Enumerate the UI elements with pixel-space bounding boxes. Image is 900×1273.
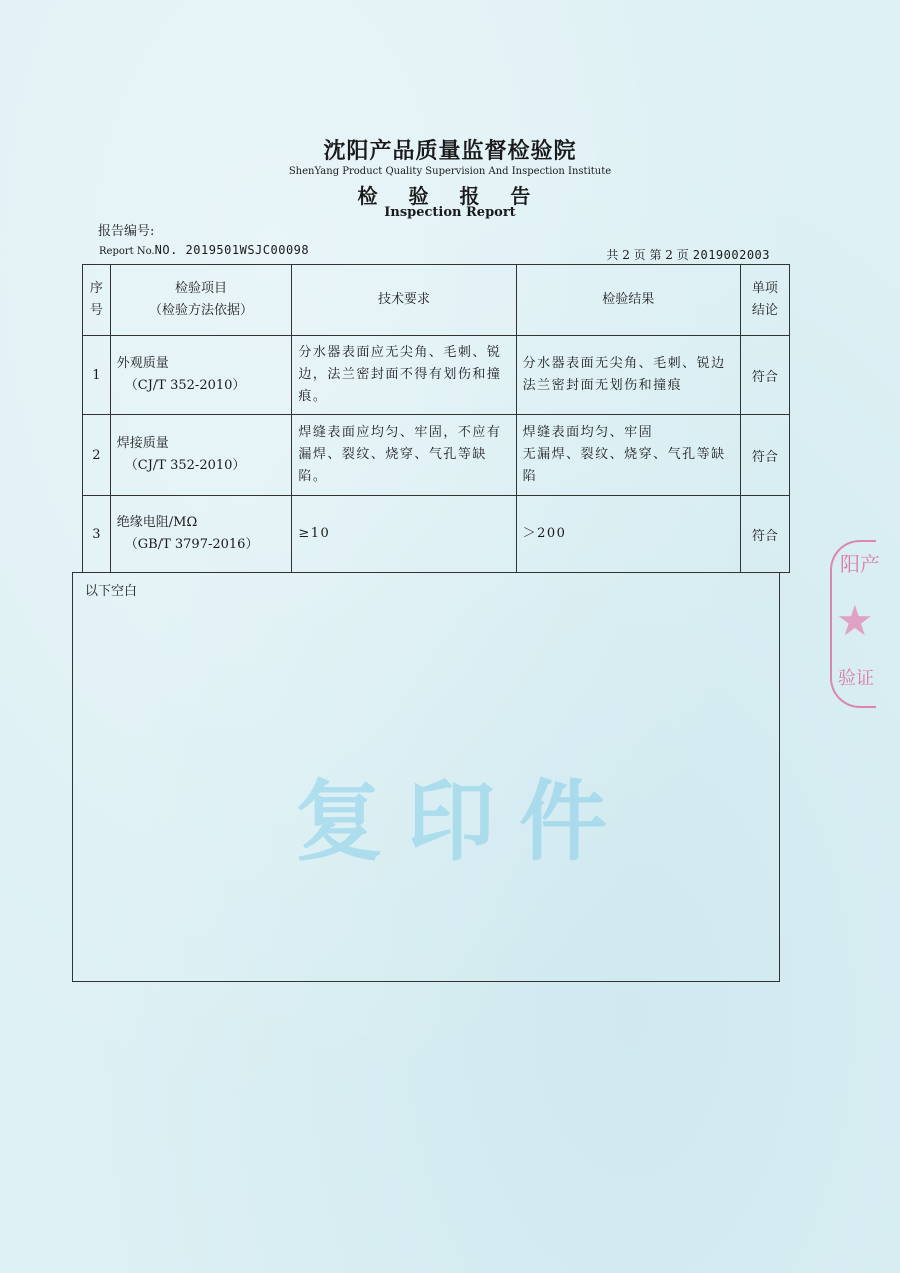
institute-name-cn: 沈阳产品质量监督检验院: [323, 138, 577, 164]
row-item-name: 外观质量: [116, 356, 169, 371]
report-number: [99, 243, 309, 257]
inspection-table: [82, 264, 790, 573]
report-number-label-en: Report No.: [99, 246, 155, 257]
seal-star-icon: ★: [836, 596, 874, 645]
row-result: 焊缝表面均匀、牢固 无漏焊、裂纹、烧穿、气孔等缺陷: [516, 415, 740, 496]
report-title-en: Inspection Report: [384, 205, 516, 220]
header-requirement: 技术要求: [292, 265, 516, 336]
row-item-name: 绝缘电阻/MΩ: [116, 515, 198, 530]
header-result: 检验结果: [516, 265, 740, 336]
report-number-label-cn: 报告编号:: [98, 224, 155, 239]
row-conclusion: 符合: [740, 496, 789, 573]
row-item-standard: （CJ/T 352-2010）: [124, 458, 246, 473]
row-no: 2: [83, 415, 111, 496]
page-code: 2019002003: [692, 248, 770, 262]
table-header-row: [83, 265, 790, 336]
row-item-standard: （GB/T 3797-2016）: [124, 537, 259, 552]
row-no: 1: [83, 336, 111, 415]
blank-area-frame: [72, 572, 780, 982]
page-count: 共 2 页 第 2 页: [606, 248, 689, 262]
copy-watermark: 复印件: [295, 770, 632, 873]
row-item-standard: （CJ/T 352-2010）: [124, 378, 246, 393]
blank-below-note: 以下空白: [85, 584, 138, 599]
row-requirement: 焊缝表面应均匀、牢固，不应有漏焊、裂纹、烧穿、气孔等缺陷。: [292, 415, 516, 496]
row-conclusion: 符合: [740, 336, 789, 415]
report-title-cn: 检 验 报 告: [357, 184, 543, 208]
report-number-value: NO. 2019501WSJC00098: [154, 243, 310, 257]
row-conclusion: 符合: [740, 415, 789, 496]
header-item: [110, 265, 292, 336]
row-requirement: 分水器表面应无尖角、毛刺、锐边，法兰密封面不得有划伤和撞痕。: [292, 336, 516, 415]
table-row: [83, 496, 790, 573]
table-row: [83, 415, 790, 496]
row-item: [110, 336, 292, 415]
row-no: 3: [83, 496, 111, 573]
seal-text-bottom: 验证: [838, 668, 874, 689]
header-conclusion: 单项结论: [740, 265, 789, 336]
header-item-sub: （检验方法依据）: [149, 303, 254, 318]
row-item-name: 焊接质量: [116, 436, 169, 451]
row-item: [110, 496, 292, 573]
header-no: 序号: [83, 265, 111, 336]
header-item-label: 检验项目: [175, 281, 228, 296]
seal-text-top: 阳产: [840, 552, 880, 576]
row-result: 分水器表面无尖角、毛刺、锐边 法兰密封面无划伤和撞痕: [516, 336, 740, 415]
row-item: [110, 415, 292, 496]
row-result: ＞200: [516, 496, 740, 573]
table-row: [83, 336, 790, 415]
page-info: [606, 246, 770, 263]
row-requirement: ≥10: [292, 496, 516, 573]
institute-name-en: ShenYang Product Quality Supervision And Inspection Institute: [288, 166, 612, 177]
